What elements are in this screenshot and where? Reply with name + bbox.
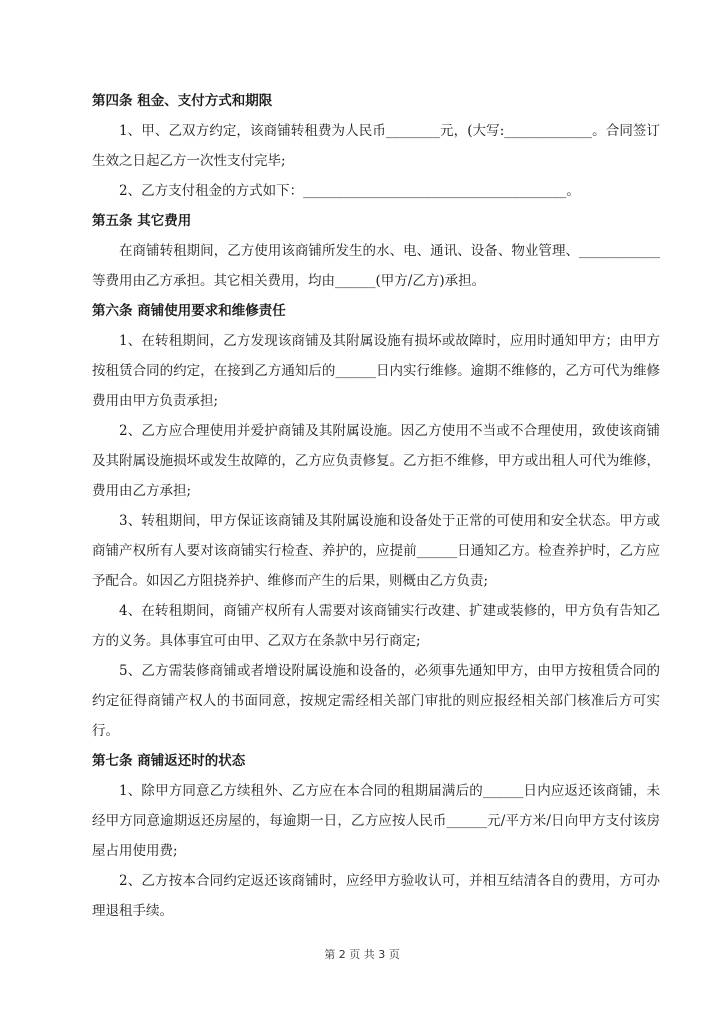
section-6-paragraph-3: 3、转租期间，甲方保证该商铺及其附属设施和设备处于正常的可使用和安全状态。甲方或商铺产权所有人要对该商铺实行检查、养护的，应提前______日通知乙方。检查养护时，乙方应予配合。如因乙方阻挠养护、维修而产生的后果，则概由乙方负责; [92,513,660,589]
document-page [92,86,660,926]
section-4-paragraph-2: 2、乙方支付租金的方式如下：_______________________________________。 [119,183,580,199]
section-7-paragraph-2: 2、乙方按本合同约定返还该商铺时，应经甲方验收认可，并相互结清各自的费用，方可办理退租手续。 [92,873,660,919]
section-7-heading: 第七条 商铺返还时的状态 [92,753,246,769]
section-5-heading: 第五条 其它费用 [92,213,192,229]
section-4-heading: 第四条 租金、支付方式和期限 [92,93,273,109]
section-6-paragraph-4: 4、在转租期间，商铺产权所有人需要对该商铺实行改建、扩建或装修的，甲方负有告知乙方的义务。具体事宜可由甲、乙双方在条款中另行商定; [92,603,660,649]
section-6-paragraph-2: 2、乙方应合理使用并爱护商铺及其附属设施。因乙方使用不当或不合理使用，致使该商铺及其附属设施损坏或发生故障的，乙方应负责修复。乙方拒不维修，甲方或出租人可代为维修，费用由乙方承担; [92,423,660,499]
section-6-paragraph-1: 1、在转租期间，乙方发现该商铺及其附属设施有损坏或故障时，应用时通知甲方；由甲方按租赁合同的约定，在接到乙方通知后的______日内实行维修。逾期不维修的，乙方可代为维修费用由甲方负责承担; [92,333,660,409]
page-number-footer: 第 2 页 共 3 页 [324,948,400,961]
section-6-heading: 第六条 商铺使用要求和维修责任 [92,303,286,319]
section-4-paragraph-1: 1、甲、乙双方约定，该商铺转租费为人民币________元，(大写:_____________。合同签订生效之日起乙方一次性支付完毕; [92,123,660,169]
section-7-paragraph-1: 1、除甲方同意乙方续租外、乙方应在本合同的租期届满后的______日内应返还该商铺，未经甲方同意逾期返还房屋的，每逾期一日，乙方应按人民币______元/平方米/日向甲方支付该房屋占用使用费; [92,783,660,859]
section-5-paragraph-1: 在商铺转租期间，乙方使用该商铺所发生的水、电、通讯、设备、物业管理、____________等费用由乙方承担。其它相关费用，均由______(甲方/乙方)承担。 [92,243,660,289]
section-6-paragraph-5: 5、乙方需装修商铺或者增设附属设施和设备的，必须事先通知甲方，由甲方按租赁合同的约定征得商铺产权人的书面同意，按规定需经相关部门审批的则应报经相关部门核准后方可实行。 [92,663,660,739]
